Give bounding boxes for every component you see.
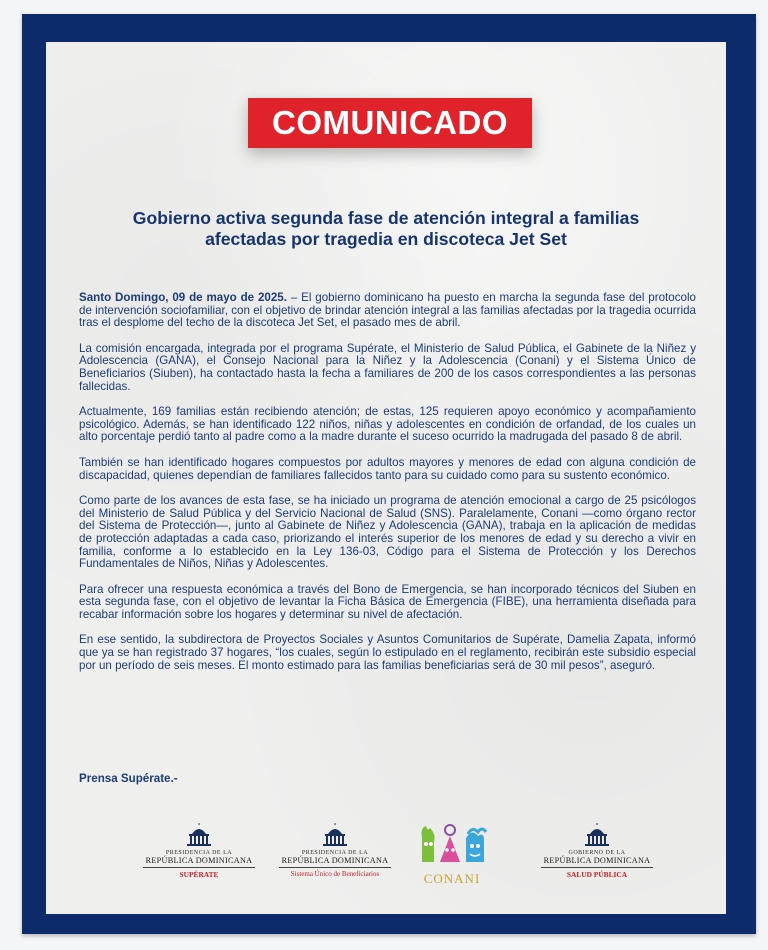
salud-logo-line3: SALUD PÚBLICA [566, 870, 628, 879]
siuben-logo-line2: REPÚBLICA DOMINICANA [281, 856, 389, 865]
paragraph-5: Como parte de los avances de esta fase, se ha iniciado un programa de atención emocional a cargo de 25 psicólogos del Ministerio de Salud Pública y del Servicio Nacional de Salud (SNS). Paralelamente, Conani —como órgano rector del Sistema de Protección—, junto al Gabinete de Niñez y Adolescencia (GANA), trabaja en la aplicación de medidas de protección adaptadas a cada caso, priorizando el interés superior de los menores de edad y su derecho a vivir en familia, conforme a lo establecido en la Ley 136-03, Código para el Sistema de Protección y los Derechos Fundamentales de Niños, Niñas y Adolescentes. [79, 494, 696, 571]
superate-logo-line2: REPÚBLICA DOMINICANA [145, 856, 253, 865]
salud-publica-logo [532, 822, 662, 879]
document-paper [46, 42, 726, 914]
conani-logo [404, 822, 500, 888]
conani-figures-icon [412, 822, 492, 868]
siuben-logo-rule [279, 867, 391, 868]
paragraph-7: En ese sentido, la subdirectora de Proyectos Sociales y Asuntos Comunitarios de Supérate, Damelia Zapata, informó que ya se han registrado 37 hogares, “los cuales, según lo estipulado en el reglamento, recibirán este subsidio especial por un período de seis meses. El monto estimado para las familias beneficiarias será de 30 mil pesos”, aseguró. [79, 633, 696, 672]
superate-logo [134, 822, 264, 879]
salud-logo-line1: GOBIERNO DE LA [568, 850, 626, 856]
national-palace-icon [320, 822, 350, 848]
conani-wordmark: CONANI [423, 871, 481, 886]
salud-logo-line2: REPÚBLICA DOMINICANA [543, 856, 651, 865]
paragraph-3: Actualmente, 169 familias están recibiendo atención; de estas, 125 requieren apoyo económico y acompañamiento psicológico. Además, se han identificado 122 niños, niñas y adolescentes en condición de orfandad, de los cuales un alto porcentaje perdió tanto al padre como a la madre durante el suceso ocurrido la madrugada del pasado 8 de abril. [79, 405, 696, 444]
salud-logo-rule [541, 867, 653, 868]
superate-logo-line1: PRESIDENCIA DE LA [165, 850, 233, 856]
dateline: Santo Domingo, 09 de mayo de 2025. [79, 291, 287, 304]
document-frame [22, 14, 756, 934]
national-palace-icon [184, 822, 214, 848]
siuben-logo-line1: PRESIDENCIA DE LA [301, 850, 369, 856]
paragraph-4: También se han identificado hogares compuestos por adultos mayores y menores de edad con alguna condición de discapacidad, quienes dependían de familiares fallecidos tanto para su cuidado como para su sustento económico. [79, 455, 696, 482]
paragraph-2: La comisión encargada, integrada por el programa Supérate, el Ministerio de Salud Pública, el Gabinete de la Niñez y Adolescencia (GANA), el Consejo Nacional para la Niñez y la Adolescencia (Conani) y el Sistema Único de Beneficiarios (Siuben), ha contactado hasta la fecha a familiares de 200 de los casos correspondientes a las personas fallecidas. [79, 341, 696, 393]
headline: Gobierno activa segunda fase de atención integral a familias afectadas por tragedia en discoteca Jet Set [132, 208, 640, 249]
paragraph-1-text: – El gobierno dominicano ha puesto en marcha la segunda fase del protocolo de intervención sociofamiliar, con el objetivo de brindar atención integral a las familias afectadas por la tragedia ocurrida tras el desplome del techo de la discoteca Jet Set, el pasado mes de abril. [79, 291, 696, 330]
paragraph-1 [79, 292, 696, 330]
siuben-logo-line3: Sistema Único de Beneficiarios [290, 870, 380, 878]
superate-logo-rule [143, 867, 255, 868]
signature: Prensa Supérate.- [79, 772, 178, 785]
national-palace-icon [582, 822, 612, 848]
document-body [79, 292, 696, 685]
comunicado-label: COMUNICADO [248, 98, 532, 148]
logos-footer [46, 822, 726, 892]
siuben-logo [270, 822, 400, 878]
superate-logo-line3: SUPÉRATE [179, 870, 219, 879]
paragraph-6: Para ofrecer una respuesta económica a través del Bono de Emergencia, se han incorporado técnicos del Siuben en esta segunda fase, con el objetivo de levantar la Ficha Básica de Emergencia (FIBE), una herramienta diseñada para recabar información sobre los hogares y determinar su nivel de afectación. [79, 582, 696, 621]
